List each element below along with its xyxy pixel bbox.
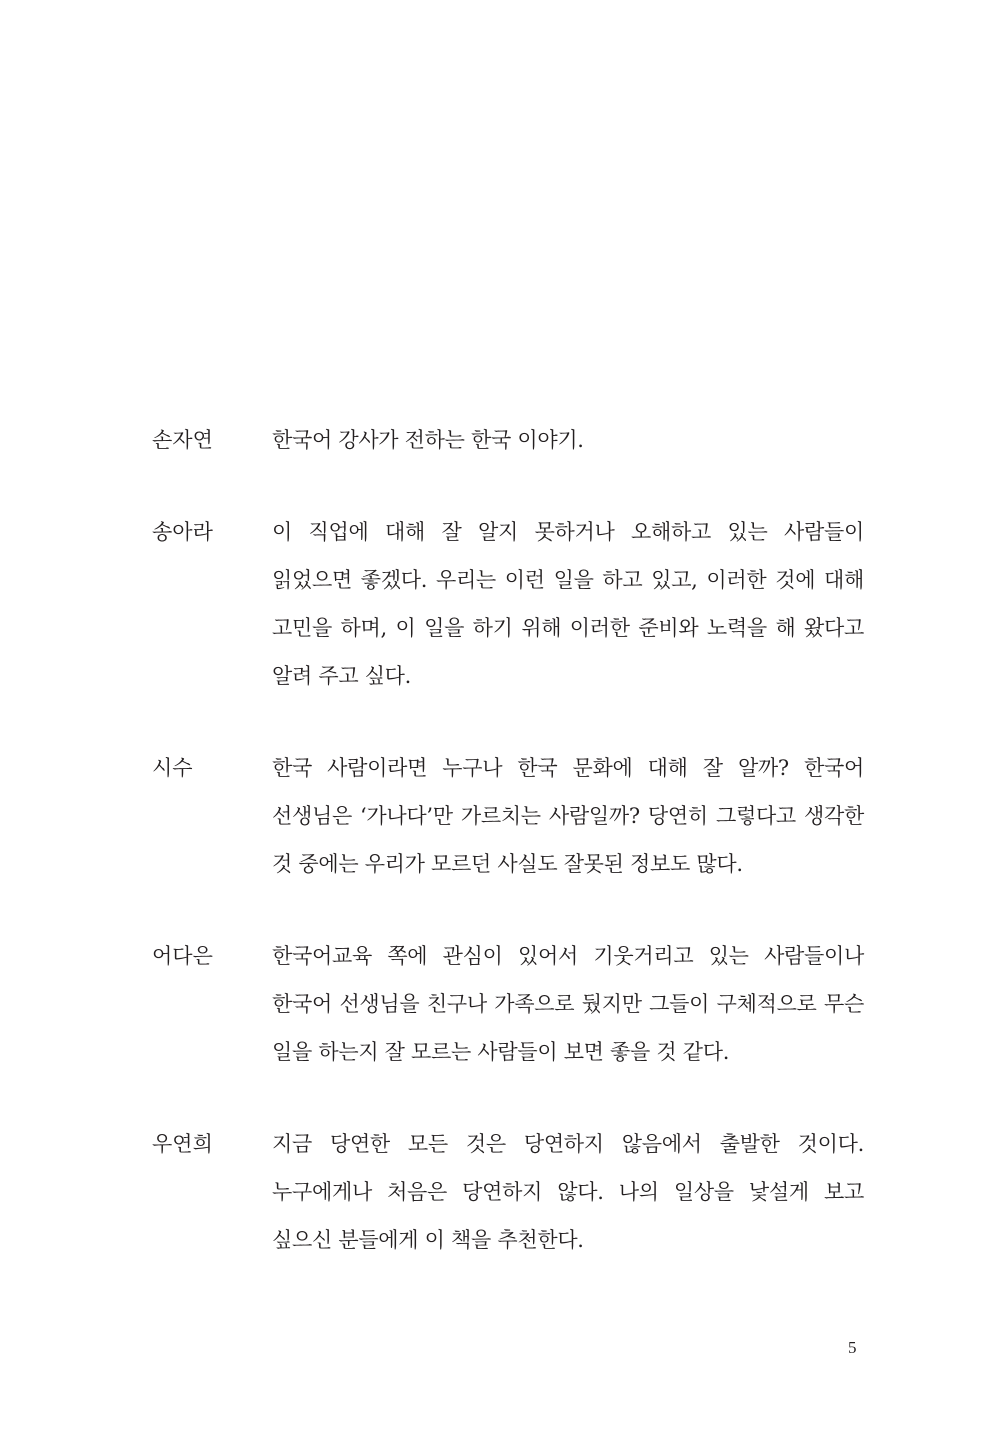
testimonial-entry	[0, 932, 1000, 1076]
testimonial-text: 한국어 강사가 전하는 한국 이야기.	[272, 428, 584, 452]
testimonial-text: 한국 사람이라면 누구나 한국 문화에 대해 잘 알까? 한국어 선생님은 ‘가나다’만 가르치는 사람일까? 당연히 그렇다고 생각한 것 중에는 우리가 모르던 사실도 잘못된 정보도 많다.	[272, 756, 864, 876]
testimonial-entry	[0, 508, 1000, 700]
testimonial-entry	[0, 744, 1000, 888]
testimonial-entry	[0, 1120, 1000, 1264]
testimonial-text: 이 직업에 대해 잘 알지 못하거나 오해하고 있는 사람들이 읽었으면 좋겠다. 우리는 이런 일을 하고 있고, 이러한 것에 대해 고민을 하며, 이 일을 하기 위해 이러한 준비와 노력을 해 왔다고 알려 주고 싶다.	[272, 520, 864, 688]
testimonial-text: 지금 당연한 모든 것은 당연하지 않음에서 출발한 것이다. 누구에게나 처음은 당연하지 않다. 나의 일상을 낯설게 보고 싶으신 분들에게 이 책을 추천한다.	[272, 1132, 864, 1252]
page-number: 5	[848, 1338, 857, 1357]
testimonial-text: 한국어교육 쪽에 관심이 있어서 기웃거리고 있는 사람들이나 한국어 선생님을 친구나 가족으로 뒀지만 그들이 구체적으로 무슨 일을 하는지 잘 모르는 사람들이 보면 좋을 것 같다.	[272, 944, 864, 1064]
author-name: 송아라	[152, 520, 213, 544]
testimonial-entry	[0, 416, 1000, 464]
author-name: 우연희	[152, 1132, 213, 1156]
author-name: 어다은	[152, 944, 213, 968]
testimonial-list	[0, 416, 1000, 1308]
author-name: 손자연	[152, 428, 213, 452]
author-name: 시수	[152, 756, 193, 780]
